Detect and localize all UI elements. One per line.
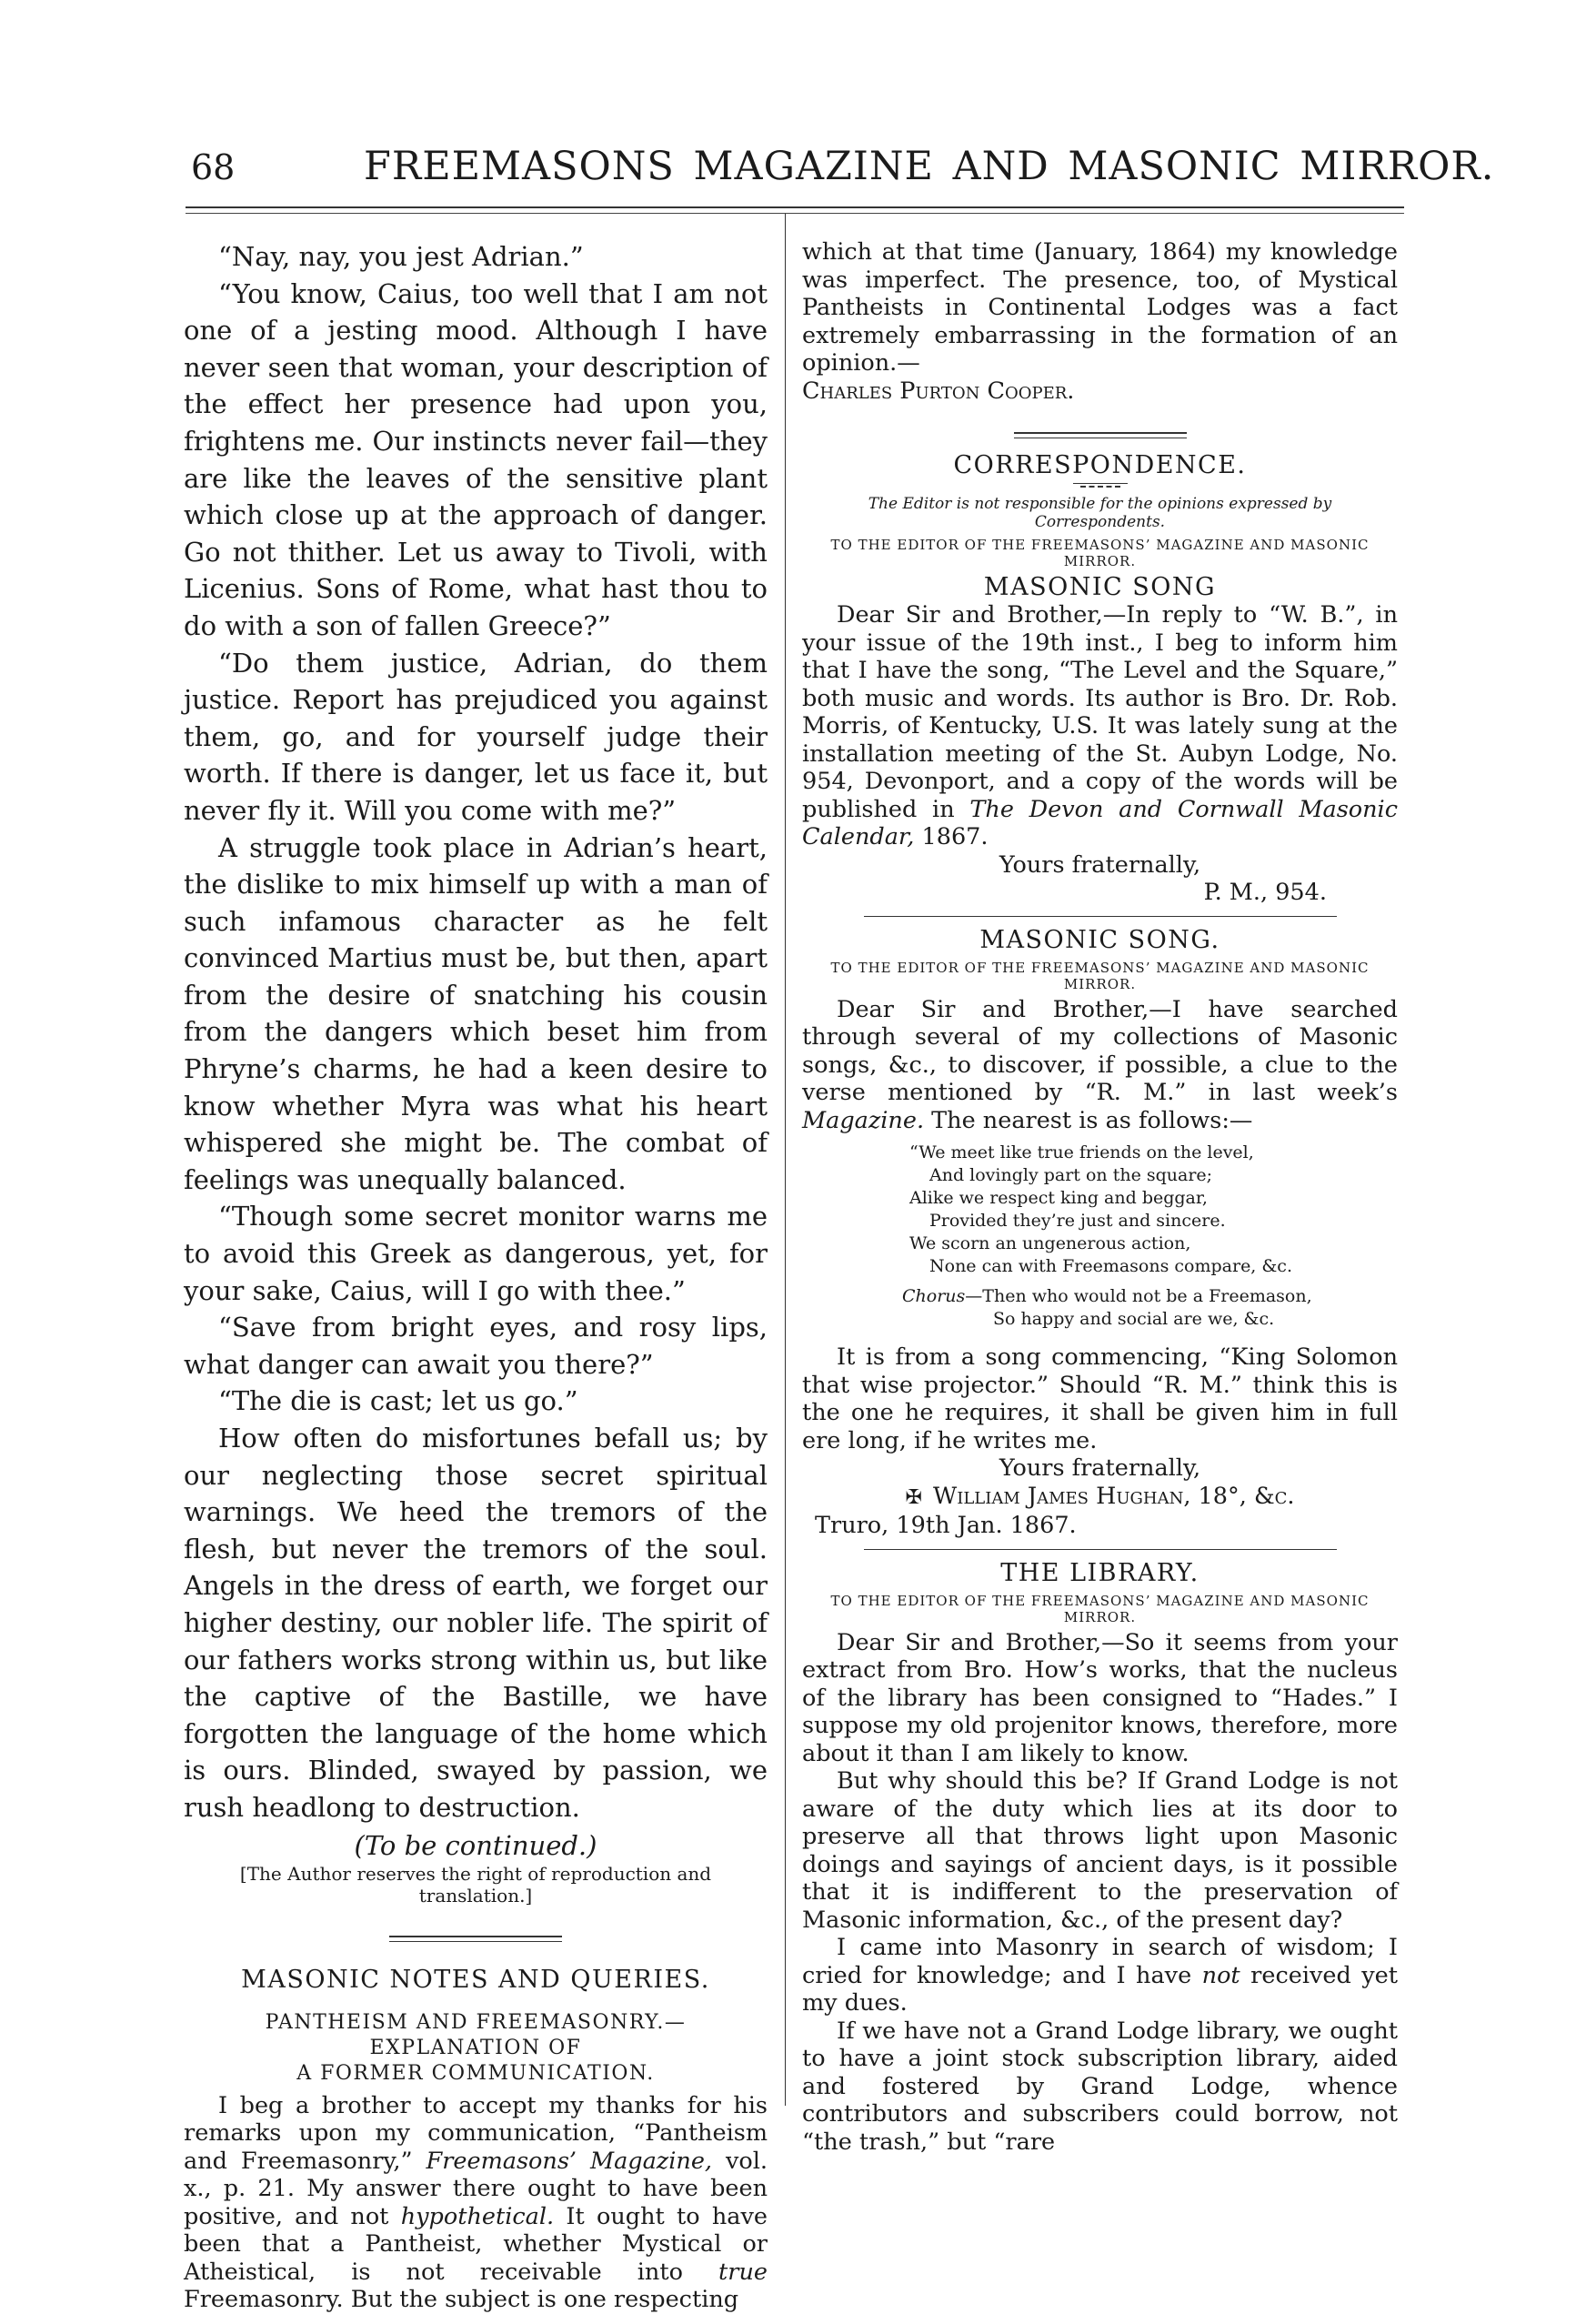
verse-line: We scorn an ungenerous action, [909, 1233, 1191, 1253]
story-paragraph: “Do them justice, Adrian, do them justice. Report has prejudiced you against them, go, and for yourself judge their worth. If there is danger, let us face it, but never fly it. Will you come with me?” [184, 647, 768, 826]
letter1-year: 1867. [921, 823, 989, 850]
story-paragraph: “Save from bright eyes, and rosy lips, what danger can await you there?” [184, 1312, 768, 1380]
letter2-signature-line [802, 1483, 1398, 1513]
song-chorus [902, 1285, 1398, 1331]
notes-text: vol. x., p. 21. My answer there ought to have been positive, and not [184, 2147, 768, 2230]
letter1-signature: P. M., 954. [1203, 879, 1327, 906]
letter1-closing: Yours fraternally, [999, 850, 1201, 879]
story-paragraph: “Nay, nay, you jest Adrian.” [218, 241, 584, 272]
story-paragraph: A struggle took place in Adrian’s heart, the dislike to mix himself up with a man of such infamous character as he felt convinced Martius must be, but then, apart from the desire of snatching his cousin from the dangers which beset him from Phryne’s charms, he had a keen desire to know whether Myra was what his heart whispered she might be. The combat of feelings was unequally balanced. [184, 831, 768, 1195]
letter1-title: MASONIC SONG [983, 573, 1217, 601]
story-paragraph: “You know, Caius, too well that I am not one of a jesting mood. Although I have never seen that woman, your description of the effect her presence had upon you, frightens me. Our instincts never fail—they are like the leaves of the sensitive plant which close up at the approach of danger. Go not thither. Let us away to Tivoli, with Licenius. Sons of Rome, what hast thou to do with a son of fallen Greece?” [184, 277, 768, 641]
right-column [802, 238, 1398, 2156]
library-not: not [1201, 1961, 1240, 1989]
notes-heading: MASONIC NOTES AND QUERIES. [241, 1965, 710, 1994]
letter1-calendar: The Devon and Cornwall Masonic Calendar, [802, 795, 1398, 850]
story-paragraph: “Though some secret monitor warns me to avoid this Greek as dangerous, yet, for your sake, Caius, will I go with thee.” [184, 1201, 768, 1306]
notes-true: true [718, 2258, 768, 2286]
letter2-title: MASONIC SONG. [979, 925, 1220, 954]
verse-line: “We meet like true friends on the level, [909, 1142, 1254, 1162]
to-be-continued: (To be continued.) [354, 1829, 597, 1861]
letter2-signature: William James Hughan, 18°, &c. [933, 1482, 1295, 1510]
notes-magazine: Freemasons’ Magazine, [426, 2147, 713, 2175]
verse-line: Alike we respect king and beggar, [909, 1188, 1208, 1208]
notes-subheading: A FORMER COMMUNICATION. [296, 2061, 655, 2085]
letter2-text: The nearest is as follows:— [931, 1106, 1253, 1134]
left-column [184, 238, 768, 2314]
library-paragraph: If we have not a Grand Lodge library, we ought to have a joint stock subscription library, aided and fostered by Grand Lodge, whence contributors and subscribers could borrow, not “the trash,” but “rare [802, 2017, 1398, 2156]
letter2-closing: Yours fraternally, [999, 1454, 1201, 1482]
letter2-body [802, 996, 1398, 1135]
notes-text: Freemasonry. But the subject is one respecting [184, 2286, 739, 2314]
section-rule [864, 916, 1337, 917]
notes-text: I beg a brother to accept my thanks for his remarks upon my communication, “Pantheism and Freemasonry,” [184, 2091, 768, 2175]
dash-rule [1080, 486, 1120, 488]
running-head: FREEMASONS MAGAZINE AND MASONIC MIRROR. [364, 144, 1495, 189]
verse-line: And lovingly part on the square; [929, 1165, 1213, 1185]
verse-line: None can with Freemasons compare, &c. [929, 1256, 1292, 1276]
chorus-line: So happy and social are we, &c. [993, 1309, 1275, 1329]
author-note: [The Author reserves the right of reproduction and translation.] [239, 1862, 712, 1907]
library-text: I came into Masonry in search of wisdom; I cried for knowledge; and I have [802, 1934, 1398, 1989]
notes-subheading: PANTHEISM AND FREEMASONRY.—EXPLANATION OF [265, 2010, 687, 2059]
chorus-line [902, 1285, 1398, 1308]
letter2-place-date: Truro, 19th Jan. 1867. [815, 1512, 1077, 1539]
to-editor-line: TO THE EDITOR OF THE FREEMASONS’ MAGAZINE AND MASONIC MIRROR. [830, 1592, 1370, 1625]
story-paragraph: How often do misfortunes befall us; by our neglecting those secret spiritual warnings. We heed the tremors of the flesh, but never the tremors of the soul. Angels in the dress of earth, we forget our higher destiny, our nobler life. The spirit of our fathers works strong within us, but like the captive of the Bastille, we have forgotten the language of the home which is ours. Blinded, swayed by passion, we rush headlong to destruction. [184, 1423, 768, 1823]
library-paragraph: Dear Sir and Brother,—So it seems from your extract from Bro. How’s works, that the nucleus of the library has been consigned to “Hades.” I suppose my old projenitor knows, therefore, more about it than I am likely to know. [802, 1628, 1398, 1767]
to-editor-line: TO THE EDITOR OF THE FREEMASONS’ MAGAZINE AND MASONIC MIRROR. [830, 959, 1370, 992]
letter2-text: Dear Sir and Brother,—I have searched through several of my collections of Masonic songs, &c., to discover, if possible, a clue to the verse mentioned by “R. M.” in last week’s [802, 995, 1398, 1106]
correspondence-heading: CORRESPONDENCE. [953, 451, 1247, 479]
chorus-text: —Then who would not be a Freemason, [965, 1286, 1312, 1306]
continuation-paragraph: which at that time (January, 1864) my knowledge was imperfect. The presence, too, of Mystical Pantheists in Continental Lodges was a fact extremely embarrassing in the formation of an opinion.— [802, 238, 1398, 377]
section-rule [864, 1549, 1337, 1550]
song-verse [909, 1142, 1398, 1278]
section-rule [1014, 432, 1187, 438]
letter2-body: It is from a song commencing, “King Solomon that wise projector.” Should “R. M.” think this is the one he requires, it shall be given him in full ere long, if he writes me. [802, 1343, 1398, 1454]
letter1-text: Dear Sir and Brother,—In reply to “W. B.”, in your issue of the 19th inst., I beg to inform him that I have the song, “The Level and the Square,” both music and words. Its author is Bro. Dr. Rob. Morris, of Kentucky, U.S. It was lately sung at the installation meeting of the St. Aubyn Lodge, No. 954, Devonport, and a copy of the words will be published in [802, 601, 1398, 823]
library-paragraph [802, 1934, 1398, 2017]
column-divider [785, 214, 786, 2106]
verse-line: Provided they’re just and sincere. [929, 1211, 1226, 1231]
notes-text: It ought to have been that a Pantheist, whether Mystical or Atheistical, is not receivable into [184, 2202, 768, 2286]
story-paragraph: “The die is cast; let us go.” [218, 1385, 578, 1417]
library-title: THE LIBRARY. [1000, 1558, 1200, 1587]
library-paragraph: But why should this be? If Grand Lodge is not aware of the duty which lies at its door to preserve all that throws light upon Masonic doings and sayings of ancient days, is it possible that it is indifferent to the preservation of Masonic information, &c., of the present day? [802, 1767, 1398, 1934]
letter1-body [802, 601, 1398, 851]
header-rule [186, 206, 1404, 208]
section-rule [389, 1936, 562, 1942]
notes-hypothetical: hypothetical. [400, 2202, 555, 2230]
short-rule [1073, 483, 1128, 484]
library-text: received yet my dues. [802, 1961, 1399, 2017]
chorus-label: Chorus [902, 1286, 966, 1306]
cross-icon: ✠ [905, 1485, 922, 1509]
header-rule-thin [186, 213, 1404, 214]
letter2-magazine: Magazine. [802, 1106, 925, 1134]
page-number: 68 [191, 147, 236, 187]
editor-note: The Editor is not responsible for the opinions expressed by Correspondents. [868, 495, 1332, 531]
continuation-signature: Charles Purton Cooper. [802, 377, 1075, 405]
to-editor-line: TO THE EDITOR OF THE FREEMASONS’ MAGAZINE AND MASONIC MIRROR. [830, 537, 1370, 569]
notes-paragraph [184, 2092, 768, 2314]
